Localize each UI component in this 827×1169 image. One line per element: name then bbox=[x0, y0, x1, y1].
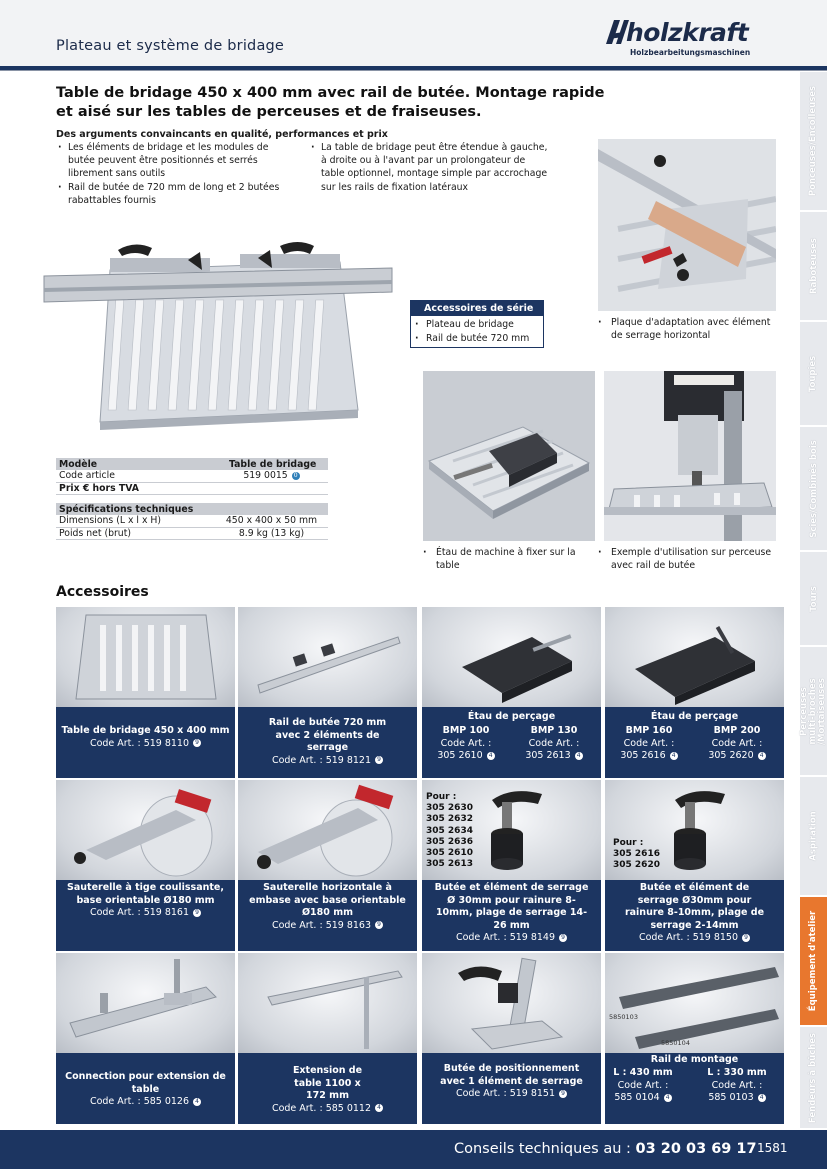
accessory-card[interactable] bbox=[422, 953, 601, 1124]
info-badge-icon: 4 bbox=[375, 1104, 383, 1112]
accessory-image bbox=[422, 607, 601, 707]
accessory-card[interactable] bbox=[605, 780, 784, 951]
arguments-title: Des arguments convaincants en qualité, performances et prix bbox=[56, 129, 388, 140]
accessory-image bbox=[56, 780, 235, 880]
logo-wordmark: holzkraft bbox=[626, 18, 749, 47]
accessory-label: Table de bridage 450 x 400 mm Code Art. : 519 8110 9 bbox=[56, 707, 235, 778]
accessory-label: Étau de perçage BMP 160 Code Art. : 305 2616 4 BMP 200 Code Art. : 305 2620 4 bbox=[605, 707, 784, 778]
accessory-card[interactable] bbox=[56, 607, 235, 778]
spec-price-label: Prix € hors TVA bbox=[56, 482, 215, 494]
accessory-card[interactable] bbox=[56, 780, 235, 951]
info-badge-icon: 4 bbox=[758, 1094, 766, 1102]
spec-header-model: Modèle bbox=[56, 458, 215, 470]
spec-weight-value: 8.9 kg (13 kg) bbox=[215, 527, 328, 539]
sidebar-tab-scies[interactable]: Scies/Combinés bois bbox=[800, 427, 827, 552]
accessory-image bbox=[238, 780, 417, 880]
accessory-card[interactable] bbox=[238, 607, 417, 778]
accessories-title: Accessoires bbox=[56, 584, 149, 600]
standard-accessories-title: Accessoires de série bbox=[411, 301, 543, 316]
spec-header-product: Table de bridage bbox=[215, 458, 328, 470]
brand-logo bbox=[604, 16, 804, 60]
logo-subtitle: Holzbearbeitungsmaschinen bbox=[630, 48, 751, 57]
spec-code-value: 519 0015 0 bbox=[215, 470, 328, 482]
info-badge-icon: 4 bbox=[575, 752, 583, 760]
accessory-label: Étau de perçage BMP 100 Code Art. : 305 2610 4 BMP 130 Code Art. : 305 2613 4 bbox=[422, 707, 601, 778]
info-badge-icon: 9 bbox=[193, 739, 201, 747]
accessory-image bbox=[56, 953, 235, 1053]
sidebar-tab-ponceuses[interactable]: Ponceuses/Encolleuses bbox=[800, 72, 827, 212]
photo-drill-example bbox=[604, 371, 776, 541]
accessory-image bbox=[238, 607, 417, 707]
info-badge-icon: 4 bbox=[664, 1094, 672, 1102]
spec-price-value bbox=[215, 482, 328, 494]
page-title: Plateau et système de bridage bbox=[56, 38, 285, 54]
spec-weight-label: Poids net (brut) bbox=[56, 527, 215, 539]
footer-phone[interactable]: 03 20 03 69 17 bbox=[635, 1141, 757, 1157]
arguments-list-left bbox=[56, 141, 294, 207]
photo-machine-vise bbox=[423, 371, 595, 541]
list-item: · Plateau de bridage bbox=[411, 318, 543, 332]
info-badge-icon: 9 bbox=[559, 934, 567, 942]
spec-tech-header: Spécifications techniques bbox=[56, 503, 215, 515]
info-badge-icon: 0 bbox=[292, 472, 300, 480]
accessory-image bbox=[605, 953, 784, 1053]
svg-text:5850103: 5850103 bbox=[609, 1013, 638, 1021]
accessory-card[interactable] bbox=[422, 607, 601, 778]
accessory-label: Butée et élément de serrage Ø30mm pour rainure 8-10mm, plage de serrage 2-14mm Code Art. : 519 8150 9 bbox=[605, 880, 784, 951]
accessory-image bbox=[605, 607, 784, 707]
accessory-label: Sauterelle horizontale à embase avec base orientable Ø180 mm Code Art. : 519 8163 9 bbox=[238, 880, 417, 951]
accessory-label: Rail de montage L : 430 mm Code Art. : 585 0104 4 L : 330 mm Code Art. : 585 0103 4 bbox=[605, 1053, 784, 1124]
list-item: · Les éléments de bridage et les modules de butée peuvent être positionnés et serrés librement sans outils bbox=[56, 141, 294, 181]
accessory-card[interactable] bbox=[605, 607, 784, 778]
accessory-label: Connection pour extension de table Code Art. : 585 0126 4 bbox=[56, 1053, 235, 1124]
header-rule-thin bbox=[0, 70, 827, 71]
sidebar-tab-tours[interactable]: Tours bbox=[800, 552, 827, 647]
sidebar-tab-equipement[interactable]: Équipement d'atelier bbox=[800, 897, 827, 1027]
list-item: · Rail de butée de 720 mm de long et 2 butées rabattables fournis bbox=[56, 181, 294, 207]
standard-accessories-box bbox=[410, 300, 544, 348]
info-badge-icon: 4 bbox=[487, 752, 495, 760]
compat-list: Pour : 305 2616 305 2620 bbox=[613, 838, 660, 871]
accessory-card[interactable] bbox=[238, 953, 417, 1124]
info-badge-icon: 4 bbox=[670, 752, 678, 760]
accessory-card[interactable] bbox=[605, 953, 784, 1124]
caption-drill-example: · Exemple d'utilisation sur perceuse avec rail de butée bbox=[598, 547, 772, 571]
spec-dims-value: 450 x 400 x 50 mm bbox=[215, 515, 328, 527]
sidebar-tab-fendeurs[interactable]: Fendeurs à bûches bbox=[800, 1027, 827, 1130]
page-number: 1581 bbox=[757, 1141, 788, 1155]
caption-machine-vise: · Étau de machine à fixer sur la table bbox=[423, 547, 576, 571]
sidebar-tab-aspiration[interactable]: Aspiration bbox=[800, 777, 827, 897]
list-item: · Rail de butée 720 mm bbox=[411, 332, 543, 346]
info-badge-icon: 9 bbox=[193, 909, 201, 917]
accessory-label: Sauterelle à tige coulissante, base orientable Ø180 mm Code Art. : 519 8161 9 bbox=[56, 880, 235, 951]
accessory-label: Extension de table 1100 x 172 mm Code Art. : 585 0112 4 bbox=[238, 1053, 417, 1124]
compat-list: Pour : 305 2630 305 2632 305 2634 305 2636 305 2610 305 2613 bbox=[426, 792, 473, 870]
accessory-label: Rail de butée 720 mm avec 2 éléments de serrage Code Art. : 519 8121 9 bbox=[238, 707, 417, 778]
caption-adapter-plate: · Plaque d'adaptation avec élément de serrage horizontal bbox=[598, 317, 771, 341]
category-sidebar bbox=[800, 72, 827, 1130]
accessory-label: Butée de positionnement avec 1 élément de serrage Code Art. : 519 8151 9 bbox=[422, 1053, 601, 1124]
info-badge-icon: 4 bbox=[758, 752, 766, 760]
accessory-image bbox=[422, 953, 601, 1053]
footer-contact: Conseils techniques au : 03 20 03 69 17 bbox=[454, 1141, 757, 1157]
product-photo-clamping-table bbox=[40, 240, 400, 440]
accessory-card[interactable] bbox=[238, 780, 417, 951]
product-headline: Table de bridage 450 x 400 mm avec rail de butée. Montage rapide et aisé sur les tables de perceuses et de fraiseuses. bbox=[56, 85, 605, 120]
arguments-list-right bbox=[309, 141, 549, 194]
accessory-label: Butée et élément de serrage Ø 30mm pour rainure 8-10mm, plage de serrage 14-26 mm Code Art. : 519 8149 9 bbox=[422, 880, 601, 951]
sidebar-tab-raboteuses[interactable]: Raboteuses bbox=[800, 212, 827, 322]
photo-adapter-plate bbox=[598, 139, 776, 311]
info-badge-icon: 9 bbox=[742, 934, 750, 942]
accessory-card[interactable] bbox=[422, 780, 601, 951]
sidebar-tab-toupies[interactable]: Toupies bbox=[800, 322, 827, 427]
accessory-card[interactable] bbox=[56, 953, 235, 1124]
accessory-image bbox=[56, 607, 235, 707]
spec-code-label: Code article bbox=[56, 470, 215, 482]
svg-text:5850104: 5850104 bbox=[661, 1039, 690, 1047]
list-item: · La table de bridage peut être étendue à gauche, à droite ou à l'avant par un prolongateur de table optionnel, montage simple par accrochage sur les rails de fixation latéraux bbox=[309, 141, 549, 194]
accessory-image bbox=[238, 953, 417, 1053]
info-badge-icon: 9 bbox=[559, 1090, 567, 1098]
sidebar-tab-perceuses[interactable]: Perceuses multi-broches /Mortaiseuses bbox=[800, 647, 827, 777]
spec-dims-label: Dimensions (L x l x H) bbox=[56, 515, 215, 527]
info-badge-icon: 9 bbox=[375, 756, 383, 764]
info-badge-icon: 4 bbox=[193, 1098, 201, 1106]
info-badge-icon: 9 bbox=[375, 921, 383, 929]
spec-table bbox=[56, 458, 328, 540]
